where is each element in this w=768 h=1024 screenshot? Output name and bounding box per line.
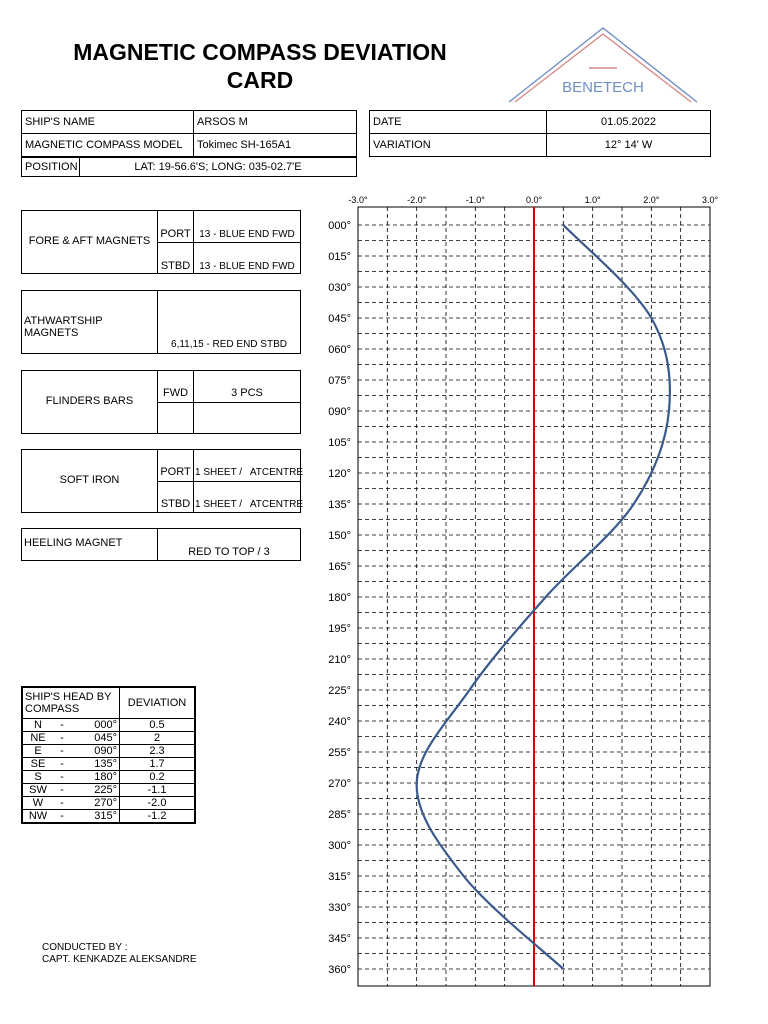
model-value: Tokimec SH-165A1 [194, 134, 357, 157]
soft-iron-label: SOFT IRON [59, 474, 120, 486]
y-tick-label: 015° [328, 251, 351, 263]
dash-cell: - [53, 771, 71, 784]
x-tick-label: -3.0° [348, 195, 368, 205]
fore-aft-port-label: PORT [160, 228, 191, 240]
y-tick-label: 090° [328, 406, 351, 418]
y-tick-label: 360° [328, 964, 351, 976]
deviation-cell: 1.7 [120, 758, 196, 771]
heading-cell: 270° [71, 797, 120, 810]
soft-iron-stbd-label: STBD [160, 498, 191, 510]
y-tick-label: 135° [328, 499, 351, 511]
y-tick-label: 330° [328, 902, 351, 914]
y-tick-label: 240° [328, 716, 351, 728]
point-cell: SE [22, 758, 53, 771]
head-by-compass-header: SHIP'S HEAD BY COMPASS [22, 687, 120, 719]
y-tick-label: 045° [328, 313, 351, 325]
logo-text: BENETECH [562, 79, 644, 96]
table-row [22, 771, 195, 784]
deviation-cell: 0.2 [120, 771, 196, 784]
fore-aft-stbd-label: STBD [160, 260, 191, 272]
date-value: 01.05.2022 [547, 111, 711, 134]
y-tick-label: 165° [328, 561, 351, 573]
point-cell: N [22, 719, 53, 732]
position-row [21, 157, 357, 177]
heading-cell: 225° [71, 784, 120, 797]
flinders-bars-box [21, 370, 301, 434]
y-tick-label: 300° [328, 840, 351, 852]
model-label: MAGNETIC COMPASS MODEL [22, 134, 194, 157]
y-tick-label: 255° [328, 747, 351, 759]
soft-iron-port-value: 1 SHEET / ATCENTRE [195, 467, 303, 478]
y-tick-label: 180° [328, 592, 351, 604]
title-line-1: MAGNETIC COMPASS DEVIATION [73, 39, 447, 65]
point-cell: E [22, 745, 53, 758]
point-cell: W [22, 797, 53, 810]
deviation-cell: 0.5 [120, 719, 196, 732]
point-cell: NE [22, 732, 53, 745]
deviation-cell: 2.3 [120, 745, 196, 758]
table-row [22, 784, 195, 797]
y-tick-label: 030° [328, 282, 351, 294]
x-tick-label: 1.0° [584, 195, 601, 205]
ship-name-label: SHIP'S NAME [22, 111, 194, 134]
y-tick-label: 210° [328, 654, 351, 666]
y-tick-label: 105° [328, 437, 351, 449]
y-tick-label: 285° [328, 809, 351, 821]
athwartship-label: ATHWARTSHIP MAGNETS [24, 315, 103, 339]
table-row [22, 797, 195, 810]
heeling-label: HEELING MAGNET [24, 537, 123, 549]
heading-cell: 135° [71, 758, 120, 771]
heading-cell: 180° [71, 771, 120, 784]
table-row [22, 732, 195, 745]
flinders-fwd-label: FWD [162, 387, 189, 399]
soft-iron-stbd-value: 1 SHEET / ATCENTRE [195, 499, 303, 510]
dash-cell: - [53, 745, 71, 758]
conducted-by-label: CONDUCTED BY : [42, 942, 128, 953]
title-line-2: CARD [226, 67, 294, 93]
table-row [22, 745, 195, 758]
deviation-table [21, 686, 196, 824]
y-tick-label: 150° [328, 530, 351, 542]
y-tick-label: 075° [328, 375, 351, 387]
y-tick-label: 000° [328, 220, 351, 232]
variation-label: VARIATION [370, 134, 547, 157]
y-tick-label: 195° [328, 623, 351, 635]
heading-cell: 045° [71, 732, 120, 745]
date-variation-table [369, 110, 711, 157]
y-tick-label: 345° [328, 933, 351, 945]
soft-iron-box [21, 449, 301, 513]
deviation-cell: -2.0 [120, 797, 196, 810]
dash-cell: - [53, 784, 71, 797]
y-tick-label: 060° [328, 344, 351, 356]
page-title [40, 38, 480, 94]
x-tick-label: -1.0° [465, 195, 485, 205]
table-row [22, 758, 195, 771]
ship-name-value: ARSOS M [194, 111, 357, 134]
heading-cell: 000° [71, 719, 120, 732]
point-cell: S [22, 771, 53, 784]
deviation-cell: 2 [120, 732, 196, 745]
y-tick-label: 225° [328, 685, 351, 697]
y-tick-label: 270° [328, 778, 351, 790]
y-tick-label: 120° [328, 468, 351, 480]
flinders-label: FLINDERS BARS [45, 395, 134, 407]
dash-cell: - [53, 758, 71, 771]
deviation-cell: -1.1 [120, 784, 196, 797]
flinders-fwd-value: 3 PCS [231, 387, 263, 399]
position-value: LAT: 19-56.6'S; LONG: 035-02.7'E [134, 161, 302, 173]
fore-aft-magnets-box [21, 210, 301, 274]
deviation-cell: -1.2 [120, 810, 196, 824]
y-tick-label: 315° [328, 871, 351, 883]
x-tick-label: 2.0° [643, 195, 660, 205]
deviation-chart [320, 190, 720, 990]
x-tick-label: 3.0° [701, 195, 719, 205]
dash-cell: - [53, 732, 71, 745]
conducted-by [42, 942, 197, 966]
table-row [22, 810, 195, 824]
dash-cell: - [53, 810, 71, 824]
dash-cell: - [53, 719, 71, 732]
heeling-magnet-box [21, 528, 301, 561]
fore-aft-stbd-value: 13 - BLUE END FWD [199, 261, 295, 272]
conducted-by-name: CAPT. KENKADZE ALEKSANDRE [42, 954, 197, 965]
ship-info-table [21, 110, 357, 157]
table-row [22, 719, 195, 732]
athwartship-magnets-box [21, 290, 301, 354]
heading-cell: 090° [71, 745, 120, 758]
soft-iron-port-label: PORT [160, 466, 191, 478]
x-tick-label: -2.0° [407, 195, 427, 205]
fore-aft-label: FORE & AFT MAGNETS [28, 235, 151, 247]
heeling-value: RED TO TOP / 3 [188, 546, 270, 558]
position-label: POSITION [22, 158, 80, 176]
dash-cell: - [53, 797, 71, 810]
variation-value: 12° 14' W [547, 134, 711, 157]
athwartship-value: 6,11,15 - RED END STBD [171, 339, 287, 350]
fore-aft-port-value: 13 - BLUE END FWD [199, 229, 295, 240]
point-cell: SW [22, 784, 53, 797]
benetech-logo [505, 24, 701, 106]
heading-cell: 315° [71, 810, 120, 824]
x-tick-label: 0.0° [525, 195, 543, 205]
point-cell: NW [22, 810, 53, 824]
deviation-header: DEVIATION [120, 687, 196, 719]
date-label: DATE [370, 111, 547, 134]
